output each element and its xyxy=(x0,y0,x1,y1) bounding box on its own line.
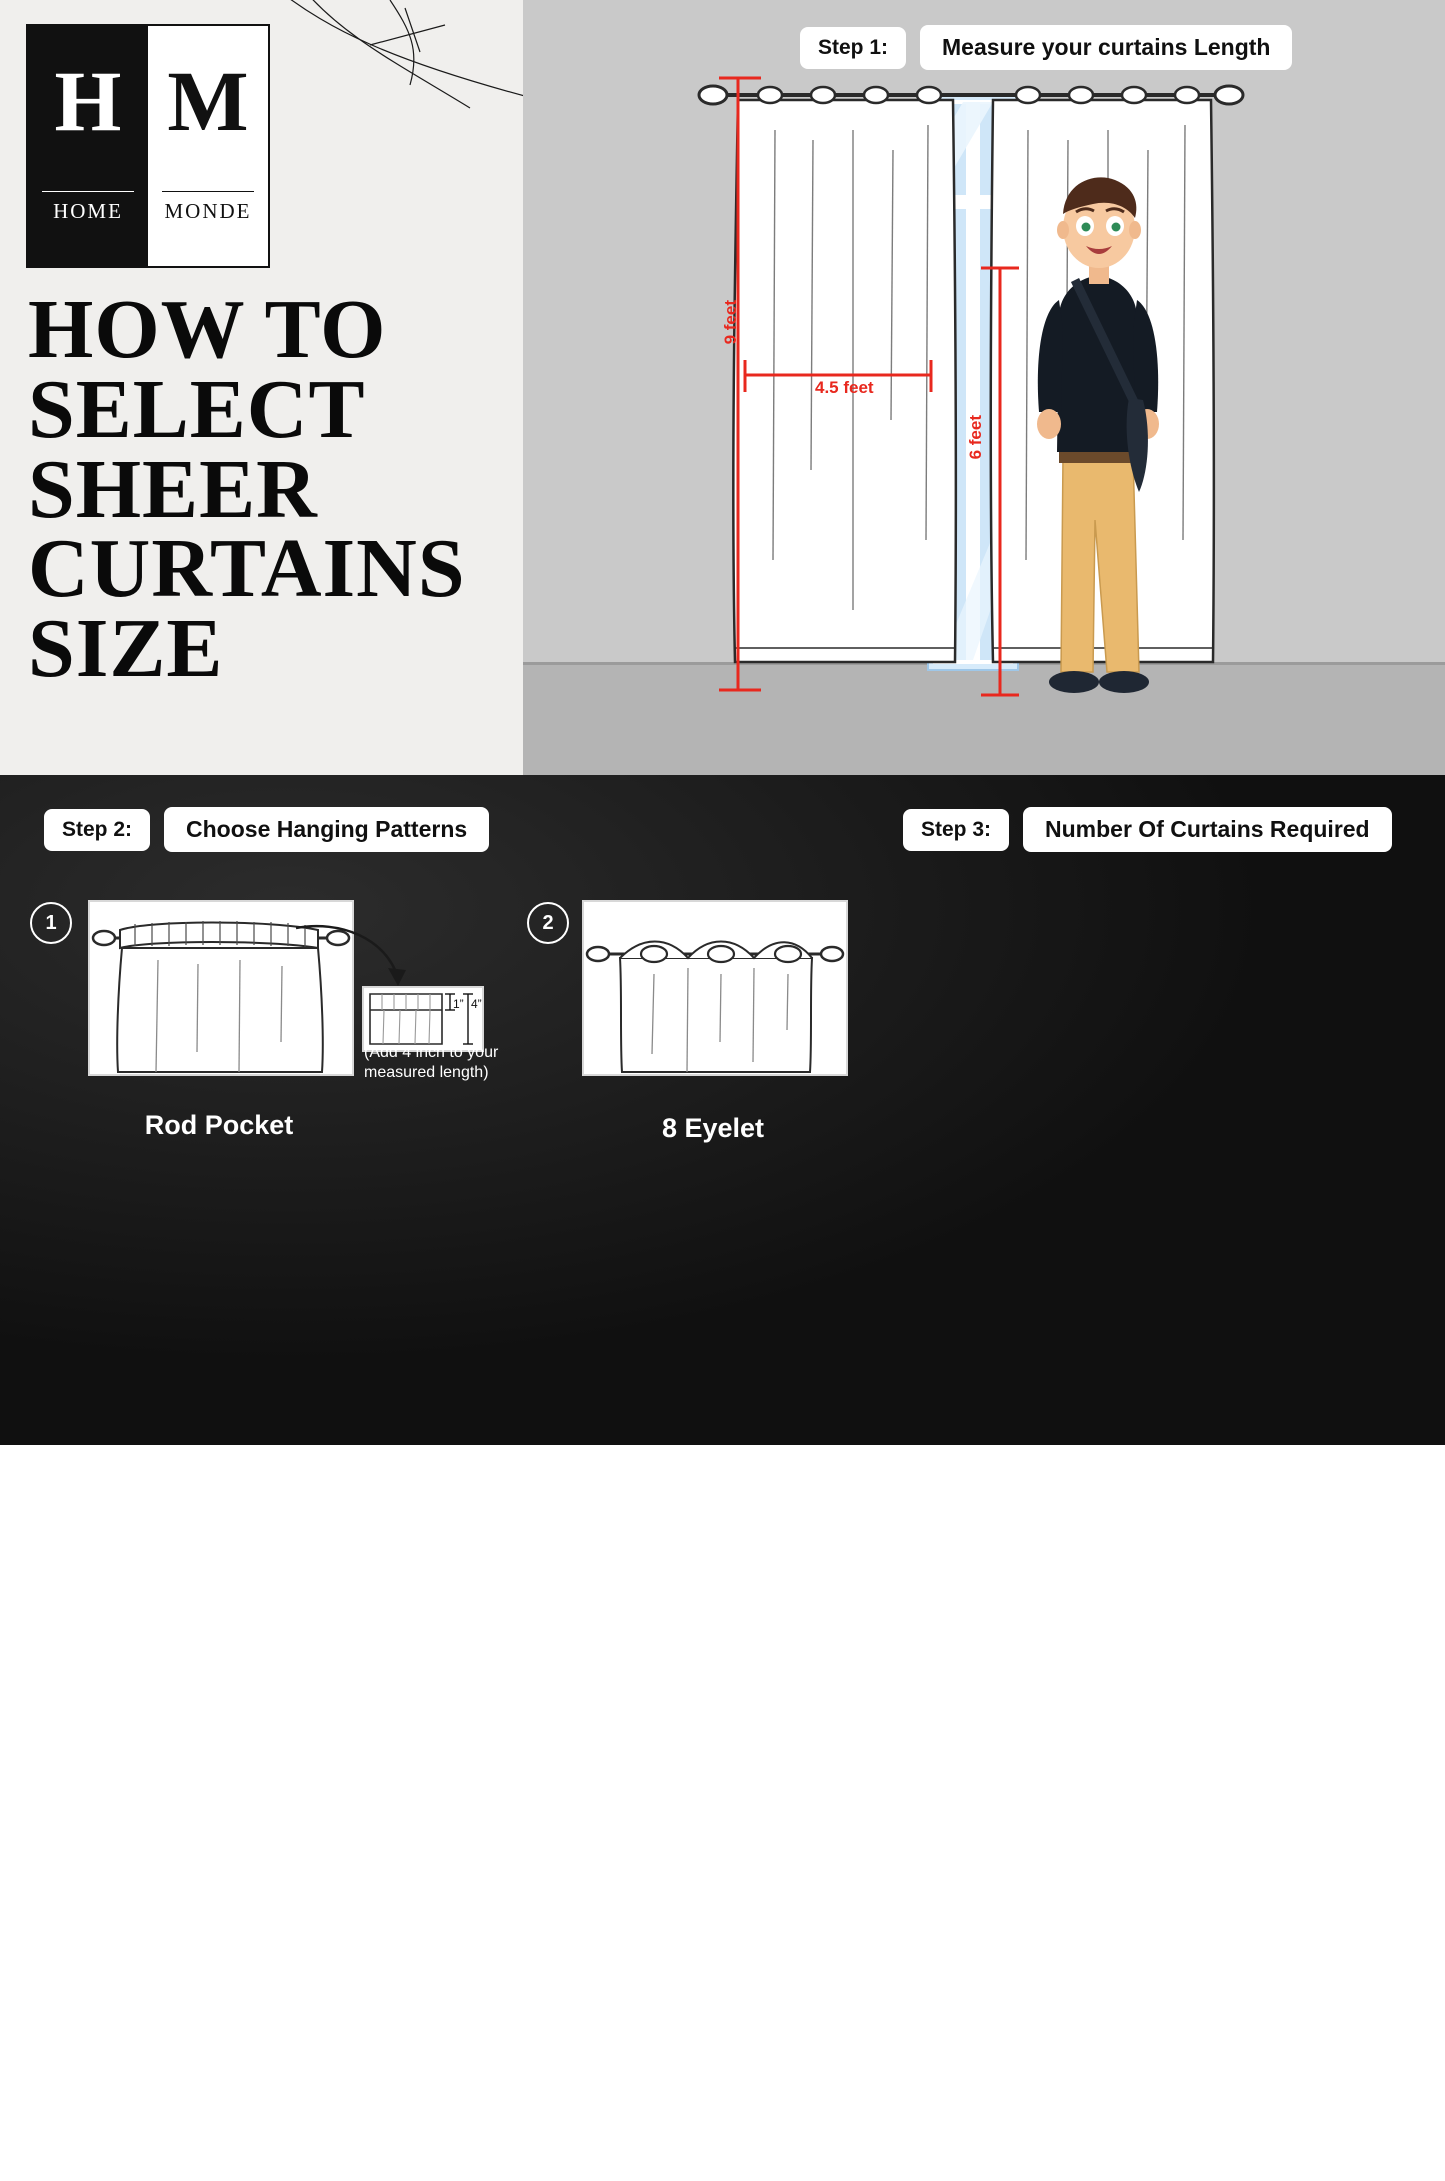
col-opacity-level: Opacity Level xyxy=(1030,1963,1337,2018)
rod-pocket-note-line2: measured length) xyxy=(364,1064,489,1081)
cell-opacity-3: Opaque xyxy=(1030,2126,1337,2180)
step3-header xyxy=(903,807,1392,852)
col-window-width: Window/Door width xyxy=(912,1692,1150,1765)
col-product-type: Product Type xyxy=(404,1963,686,2018)
decorative-scribble xyxy=(270,0,540,110)
rod-pocket-note-line1: (Add 4 inch to your xyxy=(364,1044,499,1061)
step3-title: Number Of Curtains Required xyxy=(1023,807,1392,852)
cell-gsm-3: 220 GSM & above xyxy=(686,2126,1030,2180)
steps-panel xyxy=(0,775,1445,2165)
pattern-label-eyelet: 8 Eyelet xyxy=(661,1113,765,1143)
pattern-number-2: 2 xyxy=(527,902,569,944)
cell-panels-2: 2 pc ( pack of 2) xyxy=(1150,1817,1388,1869)
title-line-3: SHEER xyxy=(28,442,318,536)
rod-pocket-note xyxy=(364,1043,554,1083)
step1-panel xyxy=(523,0,1445,775)
table-row xyxy=(109,2018,1337,2072)
measure-person-label: 6 feet xyxy=(966,415,985,460)
measure-height-label: 9 feet xyxy=(721,300,740,345)
step3-badge: Step 3: xyxy=(903,809,1009,851)
table-row xyxy=(912,1765,1388,1817)
col-panels-required: No of Panels Required xyxy=(1150,1692,1388,1765)
table-header-row xyxy=(912,1692,1388,1765)
title-line-1: HOW TO xyxy=(28,283,387,376)
logo-left-half xyxy=(28,26,148,266)
cell-opacity-1: Transparent xyxy=(1030,2018,1337,2072)
eyelet-illustration xyxy=(582,900,848,1076)
table-header-row xyxy=(109,1963,1337,2018)
logo-letter-h: H xyxy=(54,53,122,149)
brand-logo xyxy=(26,24,270,268)
logo-word-monde: MONDE xyxy=(164,199,252,223)
pattern-label-rod-pocket: Rod Pocket xyxy=(144,1110,294,1140)
logo-word-home: HOME xyxy=(53,199,123,223)
cell-width-2: 42” - 84” xyxy=(912,1817,1150,1869)
step2-title: Choose Hanging Patterns xyxy=(164,807,489,852)
step1-badge: Step 1: xyxy=(800,27,906,69)
cell-category-2: Medium-Heavy xyxy=(109,2072,404,2126)
cell-panels-1: 1 pc ( pack of1) xyxy=(1150,1765,1388,1817)
table-row xyxy=(109,2126,1337,2180)
cell-product-1: Sheer xyxy=(404,2018,686,2072)
step2-badge: Step 2: xyxy=(44,809,150,851)
cell-product-3: Polyester xyxy=(404,2126,686,2180)
step2-header xyxy=(44,807,489,852)
fabric-weight-table xyxy=(108,1962,1338,2181)
svg-text:4”: 4” xyxy=(471,997,482,1011)
cell-gsm-1: 125 - 150 GSM xyxy=(686,2018,1030,2072)
logo-right-half xyxy=(148,26,268,266)
measure-width-label: 4.5 feet xyxy=(815,378,874,397)
cell-gsm-2: 180 - 210 GSM xyxy=(686,2072,1030,2126)
cell-product-2: Duck xyxy=(404,2072,686,2126)
cell-category-3: Heavy-Duty xyxy=(109,2126,404,2180)
cell-category-1: Ultra-Light xyxy=(109,2018,404,2072)
table-row xyxy=(912,1817,1388,1869)
panels-required-table xyxy=(911,1691,1389,1870)
pattern-number-1: 1 xyxy=(30,902,72,944)
table-row xyxy=(109,2072,1337,2126)
title-panel xyxy=(0,0,523,775)
logo-letter-m: M xyxy=(167,53,249,149)
title-line-4: CURTAINS xyxy=(28,522,466,616)
curtain-measure-illustration xyxy=(523,0,1445,775)
col-fabric-weight: Fabric Weight (Approx.) xyxy=(686,1963,1030,2018)
svg-text:1”: 1” xyxy=(453,997,464,1011)
title-line-5: SIZE xyxy=(28,602,224,696)
cell-opacity-2: Semi-Transparent xyxy=(1030,2072,1337,2126)
page-title xyxy=(28,283,508,696)
title-line-2: SELECT xyxy=(28,362,366,456)
step1-title: Measure your curtains Length xyxy=(920,25,1292,70)
col-weight-category: Weight Category xyxy=(109,1963,404,2018)
cell-width-1: < 42” xyxy=(912,1765,1150,1817)
